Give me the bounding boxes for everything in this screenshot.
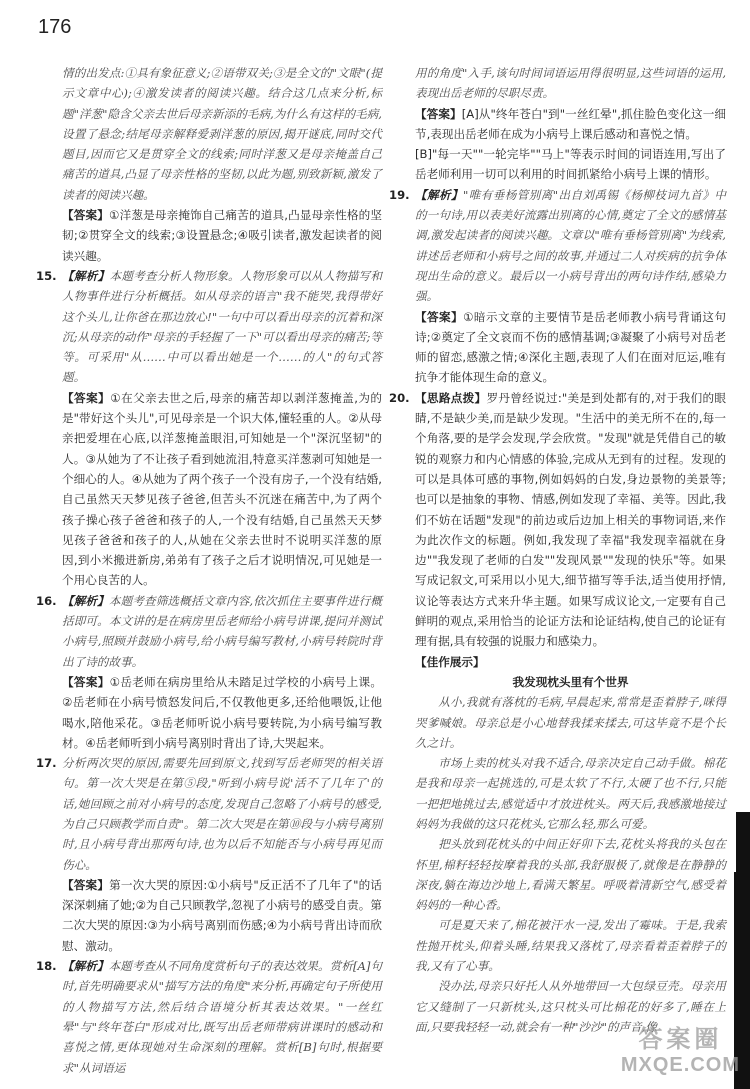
left-column — [36, 63, 382, 1078]
paragraph-text: [A]从"终年苍白"到"一丝红晕",抓住脸色变化这一细节,表现出岳老师在成为小病号上课后感动和喜悦之情。 — [415, 106, 726, 141]
paragraph — [62, 63, 382, 205]
paragraph-text: 本题考查分析人物形象。人物形象可以从人物描写和人物事件进行分析概括。如从母亲的语言"我不能哭,我得带好这个头儿,让你爸在那边放心!"一句中可以看出母亲的沉着和深沉;从母亲的动作"母亲的手轻握了一下"可以看出母亲的痛苦;等等。可采用"从……中可以看出她是一个……的人"的句式答题。 — [62, 268, 382, 385]
paragraph-text: 可是夏天来了,棉花被汗水一浸,发出了霉味。于是,我索性抛开枕头,仰着头睡,结果我又落枕了,母亲看着歪着脖子的我,又有了心事。 — [415, 918, 726, 974]
question-number: 18. — [36, 959, 57, 974]
answer-entry — [36, 591, 382, 753]
paragraph-text: 市场上卖的枕头对我不适合,母亲决定自己动手做。棉花是我和母亲一起挑选的,可是太软了不行,太硬了也不行,只能一把把地挑过去,感觉适中才放进枕头。两天后,我感激地接过妈妈为我做的这只花枕头,它那么轻,那么可爱。 — [415, 756, 726, 831]
question-number: 19. — [389, 187, 410, 202]
paragraph — [415, 915, 726, 976]
paragraph-text: 没办法,母亲只好托人从外地带回一大包绿豆壳。母亲用它又缝制了一只新枕头,这只枕头可比棉花的好多了,睡在上面,只要我轻轻一动,就会有一种"沙沙"的声音,像 — [415, 979, 726, 1034]
paragraph — [62, 672, 382, 753]
section-label: 【解析】 — [415, 187, 463, 202]
answer-entry — [389, 185, 726, 388]
paragraph — [415, 692, 726, 753]
question-number: 20. — [389, 390, 410, 405]
section-label: 【答案】 — [415, 309, 464, 324]
paragraph — [415, 652, 726, 672]
paragraph-text: 罗丹曾经说过:"美是到处都有的,对于我们的眼睛,不是缺少美,而是缺少发现。"生活中的美无所不在的,每一个角落,要的是学会发现,学会欣赏。"发现"就是凭借自己的敏锐的观察力和内心情感的体验,完成从无到有的过程。发现的可以是具体可感的事物,例如妈妈的白发,身边景物的美景等;也可以是抽象的事物、情感,例如发现了幸福、美等。因此,我们不妨在话题"发现"的前边或后边加上相关的事物词语,来作为此次作文的标题。例如,我发现了幸福"我发现幸福就在身边""我发现了老师的白发""发现风景""发现的快乐"等。如果写成记叙文,可采用以小见大,细节描写等手法,适当使用抒情,议论等表达方式来升华主题。如果写成议论文,一定要有自己鲜明的观点,采用恰当的论证方法和论证结构,使自己的论证有理有据,具有较强的说服力和感染力。 — [415, 390, 726, 649]
watermark-cn: 答案圈 — [638, 1026, 723, 1053]
section-label: 【思路点拨】 — [415, 390, 487, 405]
paragraph-text: ①洋葱是母亲掩饰自己痛苦的道具,凸显母亲性格的坚韧;②贯穿全文的线索;③设置悬念;④吸引读者,激发起读者的阅读兴趣。 — [62, 208, 382, 263]
right-column — [389, 63, 726, 1037]
answer-entry — [36, 753, 382, 956]
paragraph — [415, 144, 726, 185]
section-label: 【答案】 — [62, 208, 110, 223]
paragraph — [62, 875, 382, 956]
paragraph-text: [B]"每一天""一轮完毕""马上"等表示时间的词语连用,写出了岳老师利用一切可以利用的时间抓紧给小病号上课的情形。 — [415, 147, 726, 182]
paragraph — [62, 388, 382, 591]
answer-entry — [415, 63, 726, 185]
paragraph — [62, 753, 382, 875]
paragraph-text: 用的角度"入手,该句时间词语运用得很明显,这些词语的运用,表现出岳老师的尽职尽责。 — [415, 66, 726, 101]
section-label: 【解析】 — [62, 593, 109, 608]
paragraph — [415, 388, 726, 652]
answer-entry — [36, 266, 382, 591]
paragraph — [415, 63, 726, 104]
section-label: 【佳作展示】 — [415, 654, 485, 669]
watermark — [621, 1019, 740, 1077]
paragraph-text: ①在父亲去世之后,母亲的痛苦却以剥洋葱掩盖,为的是"带好这个头儿",可见母亲是一个识大体,懂轻重的人。②从母亲把爱埋在心底,以洋葱掩盖眼泪,可知她是一个"深沉坚韧"的人。③从她为了不让孩子看到她流泪,特意买洋葱剥可知她是一个细心的人。④从她为了两个孩子一个没有房子,一个没有结婚,自己虽然天天梦见孩子爸爸,但苦头不沉迷在痛苦中,为了两个孩子操心孩子爸爸和孩子的人,一个没有结婚,自己虽然天天梦见孩子爸爸和孩子的人,从她在父亲去世时不说明买洋葱的原因,到小米搬进新房,弟弟有了孩子之后才说明情况,可见她是一个用心良苦的人。 — [62, 390, 382, 588]
paragraph — [415, 753, 726, 834]
answer-entry — [415, 652, 726, 1038]
section-label: 【解析】 — [62, 959, 109, 974]
paragraph — [62, 266, 382, 388]
question-number: 16. — [36, 593, 57, 608]
section-label: 【答案】 — [62, 390, 111, 405]
watermark-en: MXQE.COM — [620, 1054, 740, 1076]
paragraph-text: 第一次大哭的原因:①小病号"反正活不了几年了"的话深深刺痛了她;②为自己只顾教学,忽视了小病号的感受自责。第二次大哭的原因:③为小病号离别而伤感;④为小病号背出诗而欣慰、激动。 — [62, 877, 382, 953]
paragraph-text: 情的出发点:①具有象征意义;②语带双关;③是全文的"文眼"(提示文章中心);④激发读者的阅读兴趣。结合这几点来分析,标题"洋葱"隐含父亲去世后母亲新添的毛病,为什么有这样的毛病,设置了悬念;结尾母亲解释爱剥洋葱的原因,揭开谜底,同时交代题目,因而它又是贯穿全文的线索;同时洋葱又是母亲掩盖自己痛苦的道具,凸显了母亲性格的坚韧,以此为题,别致新颖,激发了读者的阅读兴趣。 — [62, 66, 382, 202]
paragraph-text: 把头放到花枕头的中间正好卯下去,花枕头将我的头包在怀里,棉籽轻轻按摩着我的头部,我舒服极了,就像是在静静的深夜,躺在海边沙地上,看满天繁星。呼吸着清新空气,感受着妈妈的一种心香。 — [415, 837, 726, 913]
paragraph-text: 本题考查筛选概括文章内容,依次抓住主要事件进行概括即可。本文讲的是在病房里岳老师给小病号讲课,提问并测试小病号,照顾并鼓励小病号,给小病号编写教材,小病号转院时背出了诗的故事。 — [62, 593, 382, 669]
paragraph — [415, 185, 726, 307]
page-number: 176 — [38, 16, 72, 38]
paragraph — [62, 591, 382, 672]
paragraph — [415, 104, 726, 145]
paragraph-text: 本题考查从不同角度赏析句子的表达效果。赏析[A]句时,首先明确要求从"描写方法的角度"来分析,再确定句子所使用的人物描写方法,然后结合语境分析其表达效果。"一丝红晕"与"终年苍白"形成对比,既写出岳老师带病讲课时的感动和喜悦之情,更体现她对生命深刻的理解。赏析[B]句时,根据要求"从词语运 — [62, 959, 382, 1075]
essay-title: 我发现枕头里有个世界 — [512, 674, 629, 689]
section-label: 【答案】 — [62, 674, 110, 689]
margin-tab — [736, 812, 750, 872]
question-number: 17. — [36, 756, 57, 771]
section-label: 【答案】 — [62, 877, 110, 892]
paragraph-text: 从小,我就有落枕的毛病,早晨起来,常常是歪着脖子,咪得哭爹喊娘。母亲总是小心地替我揉来揉去,可这毕竟不是个长久之计。 — [415, 695, 726, 750]
answer-entry — [36, 956, 382, 1078]
paragraph-text: ①暗示文章的主要情节是岳老师教小病号背诵这句诗;②奠定了全文哀而不伤的感情基调;③凝聚了小病号对岳老师的留恋,感激之情;④深化主题,表现了人们在面对厄运,唯有抗争才能体现生命的意义。 — [415, 309, 726, 385]
paragraph — [415, 307, 726, 388]
section-label: 【解析】 — [62, 268, 110, 283]
paragraph-text: ①岳老师在病房里给从未踏足过学校的小病号上课。②岳老师在小病号愤怒发问后,不仅教他更多,还给他喂饭,让他喝水,陪他采花。③岳老师听说小病号要转院,为小病号编写教材。④岳老师听到小病号离别时背出了诗,大哭起来。 — [62, 674, 382, 750]
paragraph — [415, 834, 726, 915]
paragraph-text: "唯有垂杨管别离"出自刘禹锡《杨柳枝词九首》中的一句诗,用以表美好流露出别离的心情,奠定了全文的感情基调,激发起读者的阅读兴趣。文章以"唯有垂杨管别离"为线索,讲述岳老师和小病号之间的故事,并通过二人对疾病的抗争体现出生命的意义。最后以一小病号背出的两句诗作结,感染力强。 — [415, 187, 726, 304]
section-label: 【答案】 — [415, 106, 462, 121]
answer-entry — [389, 388, 726, 652]
paragraph — [62, 205, 382, 266]
paragraph-text: 分析两次哭的原因,需要先回到原文,找到写岳老师哭的相关语句。第一次大哭是在第⑤段,"听到小病号说'活不了几年了'的话,她回顾之前对小病号的态度,发现自己忽略了小病号的感受,为自己只顾教学而自责"。第二次大哭是在第⑩段与小病号离别时,且小病号背出那两句诗,也为以后不知能否与小病号再见而伤心。 — [62, 756, 382, 872]
question-number: 15. — [36, 268, 57, 283]
answer-entry — [62, 63, 382, 266]
paragraph — [62, 956, 382, 1078]
